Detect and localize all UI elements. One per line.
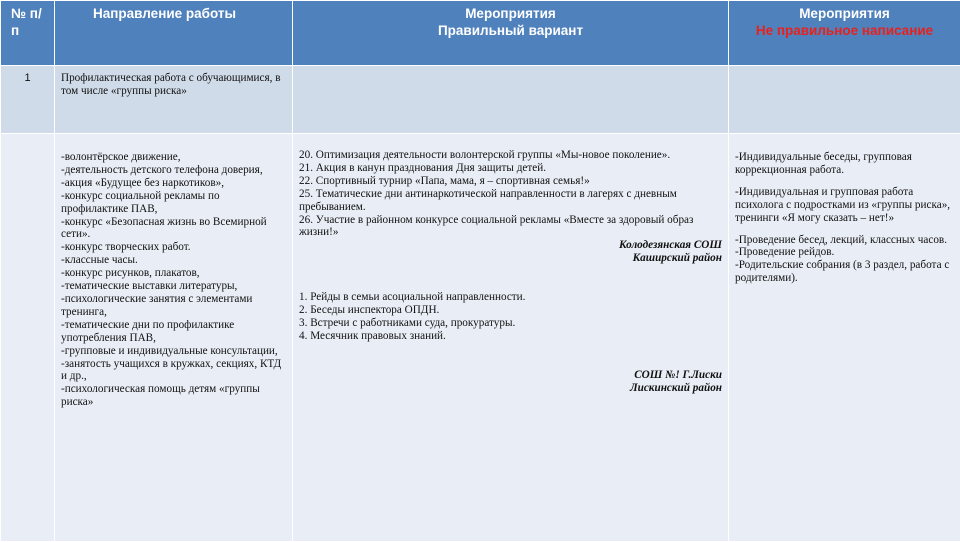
list-item: -тематические выставки литературы, [61, 280, 286, 293]
list-item: -конкурс социальной рекламы по профилактике ПАВ, [61, 190, 286, 216]
empty-cell [729, 66, 960, 134]
list-item: -акция «Будущее без наркотиков», [61, 177, 286, 190]
spacer [735, 225, 954, 234]
event-item: 2. Беседы инспектора ОПДН. [299, 304, 722, 317]
list-item: -конкурс рисунков, плакатов, [61, 267, 286, 280]
header-row [1, 1, 960, 66]
wrong-events-cell [729, 134, 960, 542]
paragraph: -Индивидуальные беседы, групповая коррекционная работа. [735, 151, 954, 177]
empty-cell [1, 134, 55, 542]
empty-cell [293, 66, 729, 134]
district-signature: Каширский район [299, 252, 722, 265]
list-item: -тематические дни по профилактике употребления ПАВ, [61, 319, 286, 345]
event-item: 4. Месячник правовых знаний. [299, 330, 722, 343]
school-signature: СОШ №! Г.Лиски [299, 369, 722, 382]
event-item: 20. Оптимизация деятельности волонтерской группы «Мы-новое поколение». [299, 149, 722, 162]
header-events-label-2: Мероприятия [735, 5, 954, 22]
spacer [299, 265, 722, 291]
table-row [1, 134, 960, 542]
spacer [735, 177, 954, 186]
header-direction: Направление работы [55, 1, 293, 66]
list-item: -групповые и индивидуальные консультации, [61, 345, 286, 358]
spacer [299, 343, 722, 369]
event-item: 22. Спортивный турнир «Папа, мама, я – спортивная семья!» [299, 175, 722, 188]
header-number: № п/п [1, 1, 55, 66]
list-item: -психологическая помощь детям «группы риска» [61, 383, 286, 409]
header-wrong-spelling: Не правильное написание [735, 22, 954, 39]
header-events-label: Мероприятия [299, 5, 722, 22]
header-events-wrong [729, 1, 960, 66]
event-item: 3. Встречи с работниками суда, прокуратуры. [299, 317, 722, 330]
list-item: -волонтёрское движение, [61, 151, 286, 164]
district-signature: Лискинский район [299, 382, 722, 395]
paragraph: -Проведение бесед, лекций, классных часов. [735, 234, 954, 247]
list-item: -деятельность детского телефона доверия, [61, 164, 286, 177]
paragraph: -Индивидуальная и групповая работа психолога с подростками из «группы риска», тренинги «Я могу сказать – нет!» [735, 186, 954, 225]
correct-events-cell [293, 134, 729, 542]
header-correct-variant: Правильный вариант [299, 22, 722, 39]
list-item: -конкурс «Безопасная жизнь во Всемирной сети». [61, 216, 286, 242]
table-row [1, 66, 960, 134]
event-item: 1. Рейды в семьи асоциальной направленности. [299, 291, 722, 304]
list-item: -занятость учащихся в кружках, секциях, КТД и др., [61, 358, 286, 384]
paragraph: -Проведение рейдов. [735, 246, 954, 259]
direction-cell: Профилактическая работа с обучающимися, в том числе «группы риска» [55, 66, 293, 134]
list-item: -психологические занятия с элементами тренинга, [61, 293, 286, 319]
list-item: -классные часы. [61, 254, 286, 267]
event-item: 26. Участие в районном конкурсе социальной рекламы «Вместе за здоровый образ жизни!» [299, 214, 722, 240]
paragraph: -Родительские собрания (в 3 раздел, работа с родителями). [735, 259, 954, 285]
activities-list-cell [55, 134, 293, 542]
list-item: -конкурс творческих работ. [61, 241, 286, 254]
school-signature: Колодезянская СОШ [299, 239, 722, 252]
event-item: 25. Тематические дни антинаркотической направленности в лагерях с дневным пребыванием. [299, 188, 722, 214]
event-item: 21. Акция в канун празднования Дня защиты детей. [299, 162, 722, 175]
header-events-correct [293, 1, 729, 66]
row-number: 1 [1, 66, 55, 134]
